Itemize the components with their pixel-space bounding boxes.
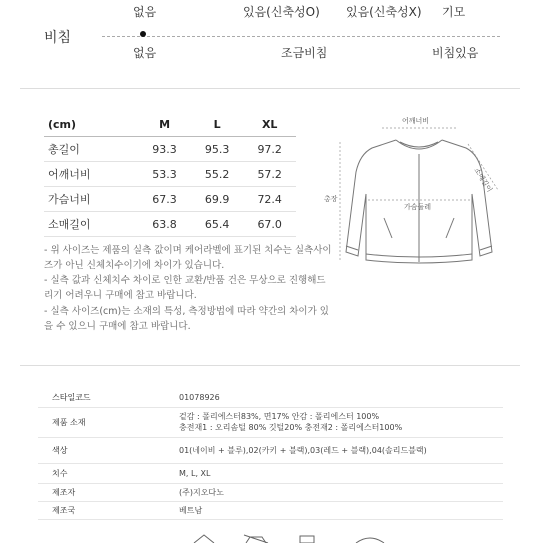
cell-value: 93.3 — [138, 137, 191, 162]
jacket-measurement-diagram — [322, 114, 518, 284]
chest-width-label: 가슴둘레 — [404, 203, 432, 211]
care-symbols-row — [180, 528, 540, 540]
table-row — [44, 162, 296, 187]
stretch-option-stretchy: 있음(신축성O) — [243, 5, 320, 19]
section-divider — [20, 365, 520, 366]
cell-value: 57.2 — [243, 162, 296, 187]
spec-value-country: 베트남 — [179, 501, 503, 519]
section-divider — [20, 88, 520, 89]
cell-value: 69.9 — [191, 187, 244, 212]
see-through-option-none: 없음 — [133, 46, 157, 60]
spec-key-country: 제조국 — [38, 501, 179, 519]
selected-dot-icon — [140, 31, 146, 37]
see-through-scale-line — [102, 36, 500, 37]
jacket-outline-icon — [322, 114, 518, 284]
size-note-2: - 실측 값과 신체치수 차이로 인한 교환/반품 건은 무상으로 진행해드리기 어려우니 구매에 참고 바랍니다. — [44, 275, 326, 301]
size-note-1: - 위 사이즈는 제품의 실측 값이며 케어라벨에 표기된 치수는 실측사이즈가 아닌 신체치수이기에 차이가 있습니다. — [44, 245, 332, 271]
size-table-header — [44, 112, 296, 137]
cell-value: 72.4 — [243, 187, 296, 212]
row-name: 소매길이 — [44, 212, 138, 237]
cell-value: 97.2 — [243, 137, 296, 162]
total-length-label: 총장 — [324, 195, 338, 203]
bleach-triangle-icon — [194, 535, 214, 543]
spec-key-size: 치수 — [38, 463, 179, 483]
row-name: 가슴너비 — [44, 187, 138, 212]
table-row — [38, 437, 503, 463]
table-row — [38, 483, 503, 501]
cell-value: 53.3 — [138, 162, 191, 187]
care-icons — [180, 531, 540, 543]
spec-value-style-code: 01078926 — [179, 389, 503, 407]
stretch-option-brushed: 기모 — [442, 5, 466, 19]
cell-value: 67.0 — [243, 212, 296, 237]
row-name: 어깨너비 — [44, 162, 138, 187]
table-row — [38, 407, 503, 437]
table-row — [38, 463, 503, 483]
size-header-m: M — [138, 112, 191, 137]
spec-value-maker: (주)지오다노 — [179, 483, 503, 501]
size-header-l: L — [191, 112, 244, 137]
unit-header: (cm) — [44, 112, 138, 137]
spec-value-color: 01(네이비 + 블루),02(카키 + 블랙),03(레드 + 블랙),04(솔리드블랙) — [179, 437, 503, 463]
product-spec-table — [38, 389, 503, 520]
cell-value: 95.3 — [191, 137, 244, 162]
stretch-option-no-stretch: 있음(신축성X) — [346, 5, 422, 19]
shoulder-width-label: 어깨너비 — [402, 117, 430, 125]
see-through-option-visible: 비침있음 — [432, 46, 479, 60]
size-table — [44, 112, 296, 237]
see-through-label: 비침 — [44, 30, 72, 46]
material-line-2: 충전재1 : 오리솜털 80% 깃털20% 충전재2 : 폴리에스터100% — [179, 423, 403, 432]
material-line-1: 겉감 : 폴리에스터83%, 면17% 안감 : 폴리에스터 100% — [179, 412, 380, 421]
spec-key-maker: 제조자 — [38, 483, 179, 501]
cell-value: 63.8 — [138, 212, 191, 237]
table-row — [44, 137, 296, 162]
size-note-3: - 실측 사이즈(cm)는 소재의 특성, 측정방법에 따라 약간의 차이가 있을 수 있으니 구매에 참고 바랍니다. — [44, 306, 329, 332]
spec-key-material: 제품 소재 — [38, 407, 179, 437]
cell-value: 55.2 — [191, 162, 244, 187]
iron-icon — [356, 538, 384, 543]
spec-value-size: M, L, XL — [179, 463, 503, 483]
cell-value: 65.4 — [191, 212, 244, 237]
see-through-option-slight: 조금비침 — [281, 46, 328, 60]
row-name: 총길이 — [44, 137, 138, 162]
cell-value: 67.3 — [138, 187, 191, 212]
spec-key-color: 색상 — [38, 437, 179, 463]
spec-value-material — [179, 407, 503, 437]
table-row — [44, 212, 296, 237]
size-header-xl: XL — [243, 112, 296, 137]
table-row — [38, 389, 503, 407]
table-row — [44, 187, 296, 212]
table-row — [38, 501, 503, 519]
wash-tub-icon — [246, 537, 266, 543]
stretch-option-none: 없음 — [133, 5, 157, 19]
spec-key-style-code: 스타일코드 — [38, 389, 179, 407]
sleeve-length-label: 소매길이 — [472, 166, 494, 194]
